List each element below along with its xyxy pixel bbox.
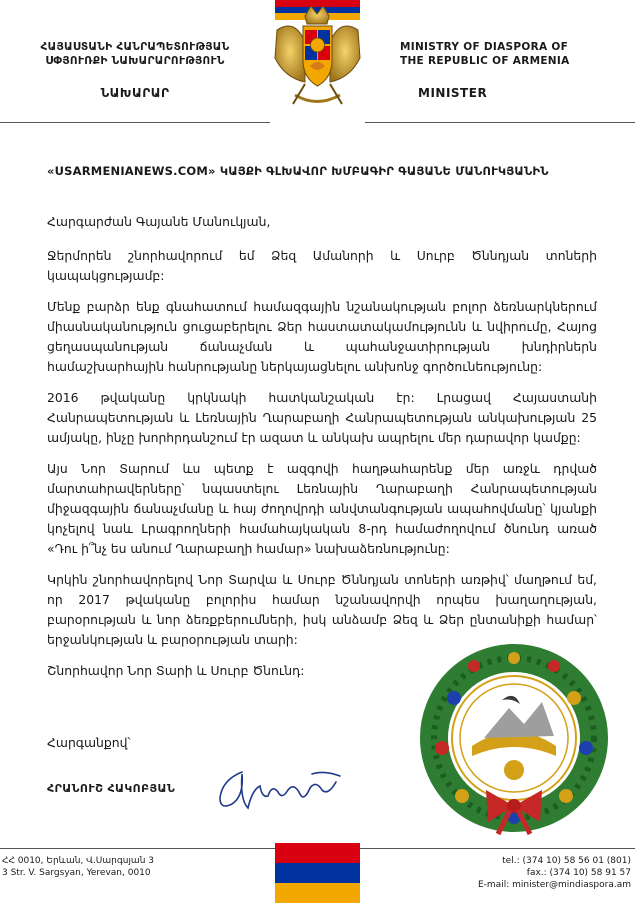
ministry-name-arm-line2: ՍՓՅՈՒՌՔԻ ՆԱԽԱՐԱՐՈՒԹՅՈՒՆ [45,55,225,67]
flag-strip-bottom [275,843,360,903]
header-right [380,40,635,100]
address-en: 3 Str. V. Sargsyan, Yerevan, 0010 [2,868,151,878]
minister-title-en: MINISTER [418,86,488,100]
paragraph-4: Այս Նոր Տարում ևս պետք է ազգովի հաղթահարենք մեր առջև դրված մարտահրավերները՝ նպաստելու Լեռնային Ղարաբաղի Հանրապետության միջազգային ճանաչմանը և հայ ժողովրդի անվտանգության ապահովմանը՝ կյանքի կոչելով նաև Լրագրողների համահայկական 8-րդ համաժողովում ծնունդ առած «Դու ի՞նչ ես անում Ղարաբաղի համար» նախաձեռնությունը: [47,461,597,556]
footer-address [2,855,154,879]
paragraph-2: Մենք բարձր ենք գնահատում համազգային նշանակության բոլոր ձեռնարկներում միասնականություն ցուցաբերելու Ձեր հաստատակամությունն և նվիրումը, Հայոց ցեղասպանության ճանաչման և պահանջատիրության խնդիրներն համաշխարհային հանրությանը ներկայացնելու անխոնջ գործունեությունը: [47,299,597,374]
handwritten-signature [212,760,352,815]
fax: fax.: (374 10) 58 91 57 [526,868,631,878]
salutation: Հարգարժան Գայանե Մանուկյան, [47,214,271,229]
paragraph-1: Ջերմորեն շնորհավորում եմ Ձեզ Ամանորի և Սուրբ Ծննդյան տոների կապակցությամբ: [47,248,597,283]
ministry-name-en-line1: MINISTRY OF DIASPORA OF [400,41,569,53]
letter-body [47,212,597,692]
header-divider-right [365,122,635,123]
ministry-name-arm-line1: ՀԱՅԱՍՏԱՆԻ ՀԱՆՐԱՊԵՏՈՒԹՅԱՆ [40,41,230,53]
header-left [0,40,270,100]
coat-of-arms-icon [265,0,370,118]
ministry-name-en-line2: THE REPUBLIC OF ARMENIA [400,55,570,67]
signer-name: ՀՐԱՆՈՒՇ ՀԱԿՈԲՅԱՆ [47,782,176,795]
christmas-wreath-icon [414,638,614,838]
footer-contacts [478,855,631,891]
footer-divider-left [0,848,275,849]
email: E-mail: minister@mindiaspora.am [477,880,631,890]
closing: Հարգանքով՝ [47,735,131,750]
addressee-heading: «USARMENIANEWS.COM» ԿԱՅՔԻ ԳԼԽԱՎՈՐ ԽՄԲԱԳԻՐ ԳԱՅԱՆԵ ՄԱՆՈՒԿՅԱՆԻՆ [47,164,549,178]
address-arm: ՀՀ 0010, Երևան, Վ.Սարգսյան 3 [2,856,154,866]
minister-title-arm: ՆԱԽԱՐԱՐ [100,86,170,100]
header-divider-left [0,122,270,123]
footer-divider-right [360,848,635,849]
phone: tel.: (374 10) 58 56 01 (801) [502,856,631,866]
paragraph-3: 2016 թվականը կրկնակի հատկանշական էր: Լրացավ Հայաստանի Հանրապետության և Լեռնային Ղարաբաղի Հանրապետության անկախության 25 ամյակը, ինչը խորհրդանշում էր ազատ և անկախ ապրելու մեր դարավոր կամքը: [47,390,597,445]
paragraph-5: Կրկին շնորհավորելով Նոր Տարվա և Սուրբ Ծննդյան տոների առթիվ՝ մաղթում եմ, որ 2017 թվականը բոլորիս համար նշանավորվի որպես խաղաղության, բարօրության և նոր ձեռքբերումների, իսկ անձամբ Ձեզ և Ձեր ընտանիքի համար՝ երջանկության և բարօրության տարի: [47,572,597,647]
paragraph-6: Շնորհավոր Նոր Տարի և Սուրբ Ծնունդ: [47,663,305,678]
